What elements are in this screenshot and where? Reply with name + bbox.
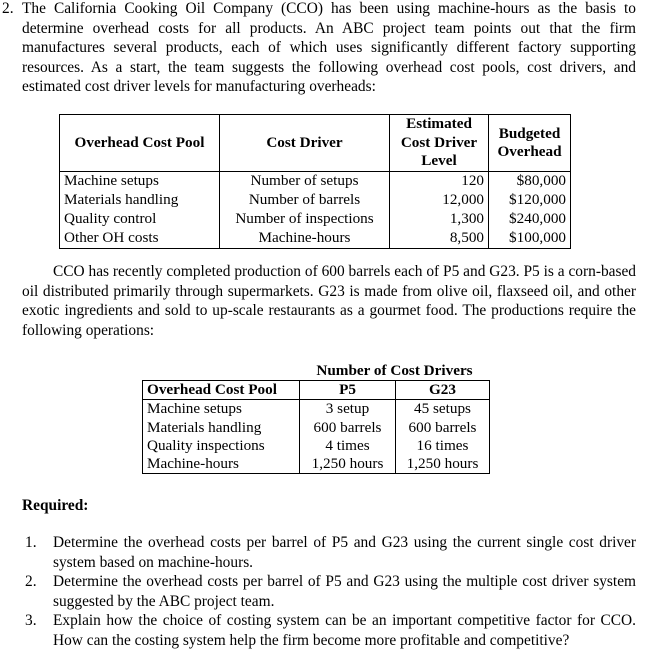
cell-budget: $240,000 xyxy=(489,210,571,229)
column-header-level: Estimated Cost Driver Level xyxy=(390,115,489,172)
table-group-header-row xyxy=(143,362,490,381)
item-number: 3. xyxy=(25,612,37,629)
cell-driver: Number of barrels xyxy=(220,191,390,210)
cell-level: 12,000 xyxy=(390,191,489,210)
production-paragraph: CCO has recently completed production of 600 barrels each of P5 and G23. P5 is a corn-based oil distributed primarily through supermarkets. G23 is made from olive oil, flaxseed oil, and other exotic ingredients and sold to up-scale restaurants as a gourmet food. The productions require the following operations: xyxy=(22,263,636,339)
column-header-driver: Cost Driver xyxy=(220,115,390,172)
problem-number: 2. xyxy=(2,0,14,17)
table-row xyxy=(143,400,490,419)
item-number: 2. xyxy=(25,573,37,590)
column-header-pool: Overhead Cost Pool xyxy=(60,115,220,172)
list-item xyxy=(22,611,636,650)
cell-budget: $120,000 xyxy=(489,191,571,210)
table-row xyxy=(60,191,571,210)
column-header-p5: P5 xyxy=(300,381,396,400)
cell-level: 8,500 xyxy=(390,229,489,249)
cell-driver: Number of setups xyxy=(220,172,390,192)
cell-budget: $80,000 xyxy=(489,172,571,192)
table-header-row xyxy=(60,115,571,172)
item-text: Determine the overhead costs per barrel of P5 and G23 using the multiple cost driver system suggested by the ABC project team. xyxy=(53,573,636,610)
cell-p5: 1,250 hours xyxy=(300,455,396,474)
cell-budget: $100,000 xyxy=(489,229,571,249)
table-row xyxy=(143,419,490,437)
item-text: Explain how the choice of costing system can be an important competitive factor for CCO. How can the costing system help the firm become more profitable and competitive? xyxy=(53,612,636,649)
column-header-g23: G23 xyxy=(396,381,490,400)
cell-pool: Quality control xyxy=(60,210,220,229)
table-row xyxy=(143,437,490,455)
cell-driver: Machine-hours xyxy=(220,229,390,249)
table-row xyxy=(60,172,571,192)
cell-level: 120 xyxy=(390,172,489,192)
cell-p5: 4 times xyxy=(300,437,396,455)
table-row xyxy=(60,229,571,249)
cell-pool: Quality inspections xyxy=(143,437,300,455)
table-row xyxy=(143,455,490,474)
cell-p5: 3 setup xyxy=(300,400,396,419)
item-number: 1. xyxy=(25,534,37,551)
cell-pool: Machine setups xyxy=(60,172,220,192)
cell-level: 1,300 xyxy=(390,210,489,229)
cell-g23: 45 setups xyxy=(396,400,490,419)
problem-intro: The California Cooking Oil Company (CCO) has been using machine-hours as the basis to determine overhead costs for all products. An ABC project team points out that the firm manufactures several products, each of which uses significantly different factory supporting resources. As a start, the team suggests the following overhead cost pools, cost drivers, and estimated cost driver levels for manufacturing overheads: xyxy=(22,0,636,95)
cell-driver: Number of inspections xyxy=(220,210,390,229)
cell-pool: Machine setups xyxy=(143,400,300,419)
cell-pool: Materials handling xyxy=(60,191,220,210)
list-item xyxy=(22,572,636,611)
column-header-budget: Budgeted Overhead xyxy=(489,115,571,172)
group-header-number-of-cost-drivers: Number of Cost Drivers xyxy=(300,362,490,381)
table-row xyxy=(60,210,571,229)
cell-g23: 16 times xyxy=(396,437,490,455)
cell-p5: 600 barrels xyxy=(300,419,396,437)
cell-g23: 1,250 hours xyxy=(396,455,490,474)
table-header-row xyxy=(143,381,490,400)
required-heading: Required: xyxy=(22,497,89,514)
list-item xyxy=(22,533,636,572)
required-list xyxy=(22,533,636,650)
cell-pool: Materials handling xyxy=(143,419,300,437)
overhead-cost-pools-table xyxy=(59,114,571,249)
item-text: Determine the overhead costs per barrel of P5 and G23 using the current single cost driver system based on machine-hours. xyxy=(53,534,636,571)
cost-driver-usage-table xyxy=(142,362,490,474)
cell-g23: 600 barrels xyxy=(396,419,490,437)
cell-pool: Other OH costs xyxy=(60,229,220,249)
column-header-pool: Overhead Cost Pool xyxy=(143,381,300,400)
cell-pool: Machine-hours xyxy=(143,455,300,474)
